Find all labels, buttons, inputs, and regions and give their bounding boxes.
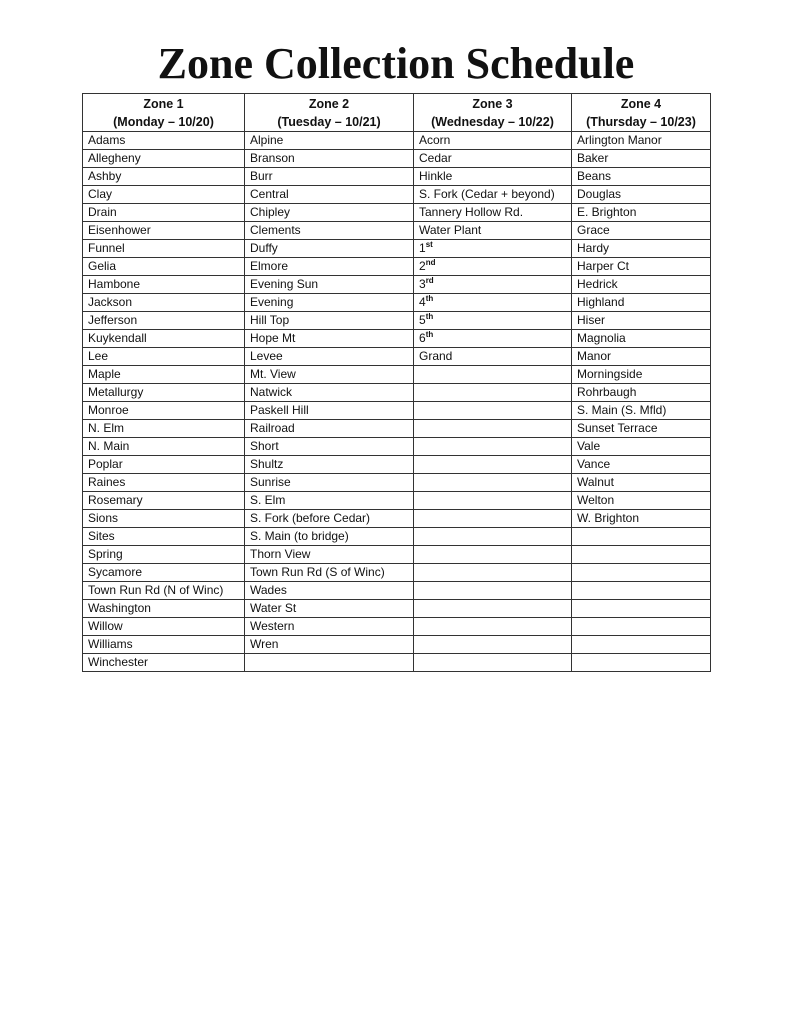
street-cell: Sunset Terrace [572, 420, 711, 438]
schedule-table [82, 93, 711, 672]
street-cell: Metallurgy [83, 384, 245, 402]
table-row [83, 384, 711, 402]
zone-day: (Tuesday – 10/21) [277, 114, 381, 129]
street-cell: Thorn View [245, 546, 414, 564]
street-ordinal: 2 [419, 259, 426, 273]
street-ordinal: 5 [419, 313, 426, 327]
street-cell: Evening [245, 294, 414, 312]
street-ordinal: 6 [419, 331, 426, 345]
street-cell: W. Brighton [572, 510, 711, 528]
street-cell: Maple [83, 366, 245, 384]
street-cell: Hardy [572, 240, 711, 258]
street-cell [414, 510, 572, 528]
street-cell: Hedrick [572, 276, 711, 294]
zone-name: Zone 1 [143, 96, 184, 111]
street-cell: Beans [572, 168, 711, 186]
street-cell: Grand [414, 348, 572, 366]
zone-header [572, 94, 711, 132]
street-cell: Mt. View [245, 366, 414, 384]
street-cell: S. Fork (Cedar + beyond) [414, 186, 572, 204]
street-cell: Manor [572, 348, 711, 366]
street-cell [572, 546, 711, 564]
street-cell [414, 546, 572, 564]
street-cell: Sions [83, 510, 245, 528]
street-cell: Eisenhower [83, 222, 245, 240]
street-cell: Drain [83, 204, 245, 222]
street-cell: Ashby [83, 168, 245, 186]
street-cell: Wren [245, 636, 414, 654]
table-row [83, 366, 711, 384]
street-cell: Railroad [245, 420, 414, 438]
street-cell: Vance [572, 456, 711, 474]
street-cell: Paskell Hill [245, 402, 414, 420]
street-cell: Vale [572, 438, 711, 456]
street-cell: Central [245, 186, 414, 204]
street-cell: Magnolia [572, 330, 711, 348]
street-cell: Town Run Rd (S of Winc) [245, 564, 414, 582]
street-cell: Acorn [414, 132, 572, 150]
street-cell: Monroe [83, 402, 245, 420]
table-row [83, 636, 711, 654]
street-cell: Evening Sun [245, 276, 414, 294]
table-row [83, 546, 711, 564]
street-cell [414, 492, 572, 510]
street-cell: Douglas [572, 186, 711, 204]
street-cell: Poplar [83, 456, 245, 474]
street-cell: Gelia [83, 258, 245, 276]
street-cell: Walnut [572, 474, 711, 492]
street-cell [414, 564, 572, 582]
street-cell: Morningside [572, 366, 711, 384]
street-cell: Water Plant [414, 222, 572, 240]
street-cell [414, 294, 572, 312]
street-cell: Sites [83, 528, 245, 546]
table-row [83, 600, 711, 618]
street-cell: Burr [245, 168, 414, 186]
street-cell: Harper Ct [572, 258, 711, 276]
street-cell: Hill Top [245, 312, 414, 330]
street-cell [572, 582, 711, 600]
table-row [83, 456, 711, 474]
street-cell [414, 528, 572, 546]
street-cell: Hope Mt [245, 330, 414, 348]
street-cell: Hiser [572, 312, 711, 330]
street-cell [414, 240, 572, 258]
street-cell: Sycamore [83, 564, 245, 582]
street-cell: Town Run Rd (N of Winc) [83, 582, 245, 600]
zone-day: (Thursday – 10/23) [586, 114, 696, 129]
street-cell [572, 654, 711, 672]
table-row [83, 582, 711, 600]
table-row [83, 402, 711, 420]
street-cell: Water St [245, 600, 414, 618]
page-title: Zone Collection Schedule [157, 39, 635, 88]
street-ordinal: 4 [419, 295, 426, 309]
table-row [83, 204, 711, 222]
street-cell: Alpine [245, 132, 414, 150]
street-cell: Arlington Manor [572, 132, 711, 150]
street-cell: Raines [83, 474, 245, 492]
street-cell: Grace [572, 222, 711, 240]
street-cell: Baker [572, 150, 711, 168]
street-cell: Welton [572, 492, 711, 510]
street-cell [414, 600, 572, 618]
street-cell: Western [245, 618, 414, 636]
street-cell: Kuykendall [83, 330, 245, 348]
street-cell: Rosemary [83, 492, 245, 510]
street-cell: Funnel [83, 240, 245, 258]
street-cell [414, 420, 572, 438]
street-cell: E. Brighton [572, 204, 711, 222]
street-cell: Highland [572, 294, 711, 312]
street-cell: Short [245, 438, 414, 456]
table-row [83, 618, 711, 636]
street-cell: Jackson [83, 294, 245, 312]
zone-day: (Monday – 10/20) [113, 114, 214, 129]
zone-header [245, 94, 414, 132]
street-cell [414, 330, 572, 348]
table-row [83, 186, 711, 204]
table-row [83, 510, 711, 528]
table-row [83, 348, 711, 366]
street-cell: Tannery Hollow Rd. [414, 204, 572, 222]
street-cell: Clay [83, 186, 245, 204]
street-cell: Shultz [245, 456, 414, 474]
street-cell [572, 528, 711, 546]
street-cell: Allegheny [83, 150, 245, 168]
street-cell [414, 636, 572, 654]
table-row [83, 528, 711, 546]
street-cell: N. Elm [83, 420, 245, 438]
street-cell [414, 366, 572, 384]
street-cell: Chipley [245, 204, 414, 222]
ordinal-suffix: th [425, 294, 434, 303]
street-cell: Rohrbaugh [572, 384, 711, 402]
street-cell [414, 456, 572, 474]
street-cell: Duffy [245, 240, 414, 258]
street-cell: S. Main (to bridge) [245, 528, 414, 546]
street-cell: Washington [83, 600, 245, 618]
table-row [83, 258, 711, 276]
street-cell [414, 474, 572, 492]
street-cell [572, 564, 711, 582]
table-row [83, 276, 711, 294]
street-cell: Cedar [414, 150, 572, 168]
street-cell [414, 258, 572, 276]
street-cell: Wades [245, 582, 414, 600]
zone-name: Zone 4 [620, 96, 662, 111]
street-cell: Lee [83, 348, 245, 366]
street-cell: S. Fork (before Cedar) [245, 510, 414, 528]
table-row [83, 222, 711, 240]
street-cell: Clements [245, 222, 414, 240]
ordinal-suffix: th [425, 312, 434, 321]
street-cell: Willow [83, 618, 245, 636]
street-cell [414, 618, 572, 636]
street-cell: Spring [83, 546, 245, 564]
table-row [83, 420, 711, 438]
street-cell: Jefferson [83, 312, 245, 330]
street-cell [414, 402, 572, 420]
street-ordinal: 1 [419, 241, 426, 255]
street-cell: Adams [83, 132, 245, 150]
header-row [83, 94, 711, 132]
zone-day: (Wednesday – 10/22) [431, 114, 554, 129]
street-cell: Natwick [245, 384, 414, 402]
zone-header [83, 94, 245, 132]
street-cell: Hinkle [414, 168, 572, 186]
zone-header [414, 94, 572, 132]
street-cell [572, 618, 711, 636]
zone-name: Zone 3 [472, 96, 513, 111]
street-cell: Branson [245, 150, 414, 168]
table-row [83, 492, 711, 510]
street-cell: S. Main (S. Mfld) [572, 402, 711, 420]
zone-name: Zone 2 [308, 96, 350, 111]
street-cell [572, 636, 711, 654]
street-cell [414, 384, 572, 402]
street-cell [414, 276, 572, 294]
street-ordinal: 3 [419, 277, 426, 291]
table-row [83, 150, 711, 168]
street-cell: N. Main [83, 438, 245, 456]
street-cell [572, 600, 711, 618]
table-row [83, 654, 711, 672]
street-cell [414, 438, 572, 456]
street-cell [414, 582, 572, 600]
street-cell: Hambone [83, 276, 245, 294]
street-cell [245, 654, 414, 672]
street-cell: Elmore [245, 258, 414, 276]
table-row [83, 294, 711, 312]
ordinal-suffix: rd [425, 276, 434, 285]
table-row [83, 564, 711, 582]
table-row [83, 474, 711, 492]
table-row [83, 312, 711, 330]
street-cell [414, 654, 572, 672]
ordinal-suffix: nd [425, 258, 436, 267]
table-row [83, 240, 711, 258]
street-cell: Levee [245, 348, 414, 366]
ordinal-suffix: st [425, 240, 433, 249]
table-row [83, 132, 711, 150]
street-cell: Winchester [83, 654, 245, 672]
table-row [83, 168, 711, 186]
ordinal-suffix: th [425, 330, 434, 339]
table-row [83, 438, 711, 456]
street-cell: Sunrise [245, 474, 414, 492]
table-row [83, 330, 711, 348]
street-cell: S. Elm [245, 492, 414, 510]
street-cell [414, 312, 572, 330]
street-cell: Williams [83, 636, 245, 654]
